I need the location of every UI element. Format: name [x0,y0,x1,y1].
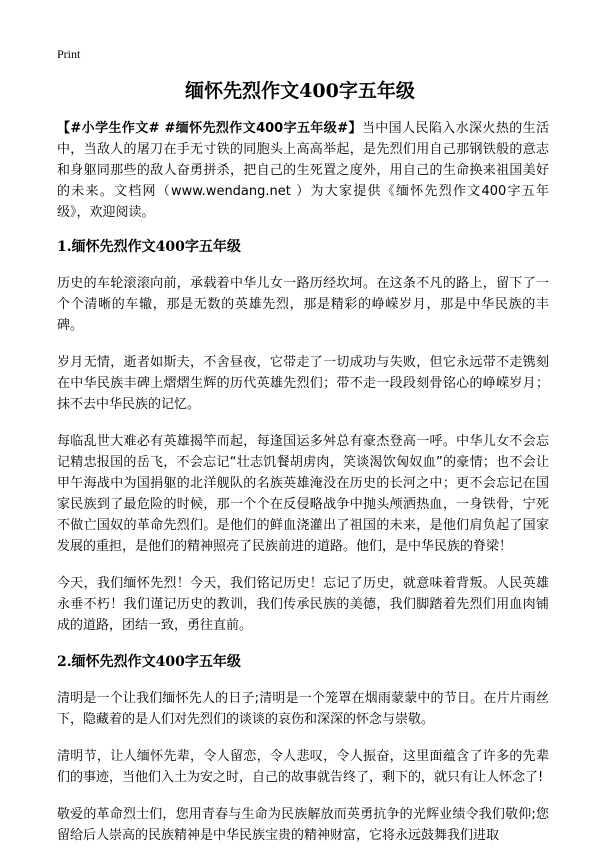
paragraph: 清明节，让人缅怀先辈，令人留恋，令人悲叹，令人振奋，这里面蕴含了许多的先辈们的事迹，当他们入土为安之时，自己的故事就告终了，剩下的，就只有让人怀念了! [57,749,549,785]
paragraph: 每临乱世大难必有英雄揭竿而起，每逢国运多舛总有豪杰登高一呼。中华儿女不会忘记精忠报国的岳飞，不会忘记“壮志饥餐胡虏肉，笑谈渴饮匈奴血”的豪情；也不会让甲午海战中为国捐躯的北洋舰队的名族英雄淹没在历史的长河之中；更不会忘记在国家民族到了最危险的时候，那一个个在反侵略战争中抛头颅洒热血，一身铁骨，宁死不做亡国奴的革命先烈们。是他们的鲜血浇灌出了祖国的未来，是他们肩负起了国家发展的重担，是他们的精神照亮了民族前进的道路。他们，是中华民族的脊梁！ [57,434,549,554]
article-body [57,118,549,862]
section-heading: 1.缅怀先烈作文400字五年级 [57,239,241,255]
paragraph: 清明是一个让我们缅怀先人的日子;清明是一个笼罩在烟雨蒙蒙中的节日。在片片雨丝下，隐藏着的是人们对先烈们的谈谈的哀伤和深深的怀念与崇敬。 [57,691,549,727]
page-title: 缅怀先烈作文400字五年级 [185,80,415,102]
paragraph: 敬爱的革命烈士们，您用青春与生命为民族解放而英勇抗争的光辉业绩令我们敬仰;您留给后人崇高的民族精神是中华民族宝贵的精神财富，它将永远鼓舞我们进取 [57,807,549,843]
section-heading: 2.缅怀先烈作文400字五年级 [57,654,241,670]
paragraph: 今天，我们缅怀先烈！今天，我们铭记历史！忘记了历史，就意味着背叛。人民英雄永垂不朽！我们谨记历史的教训，我们传承民族的美德，我们脚踏着先烈们用血肉铺成的道路，团结一致，勇往直前。 [57,576,549,633]
paragraph: 历史的车轮滚滚向前，承载着中华儿女一路历经坎坷。在这条不凡的路上，留下了一个个清晰的车辙，那是无数的英雄先烈，那是精彩的峥嵘岁月，那是中华民族的丰碑。 [57,276,549,333]
intro-tag: 【#小学生作文# #缅怀先烈作文400字五年级#】 [57,121,362,136]
print-link[interactable]: Print [57,47,81,61]
intro-paragraph [57,118,549,223]
paragraph: 岁月无情，逝者如斯夫，不舍昼夜，它带走了一切成功与失败，但它永远带不走镌刻在中华民族丰碑上熠熠生辉的历代英雄先烈们；带不走一段段刻骨铭心的峥嵘岁月；抹不去中华民族的记忆。 [57,355,549,412]
intro-text: 当中国人民陷入水深火热的生活中，当敌人的屠刀在手无寸铁的同胞头上高高举起，是先烈们用自己那钢铁般的意志和身躯同那些的敌人奋勇拼杀，把自己的生死置之度外，用自己的生命换来祖国美好的未来。文档网（www.wendang.net ）为大家提供《缅怀先烈作文400字五年级》，欢迎阅读。 [57,121,549,220]
